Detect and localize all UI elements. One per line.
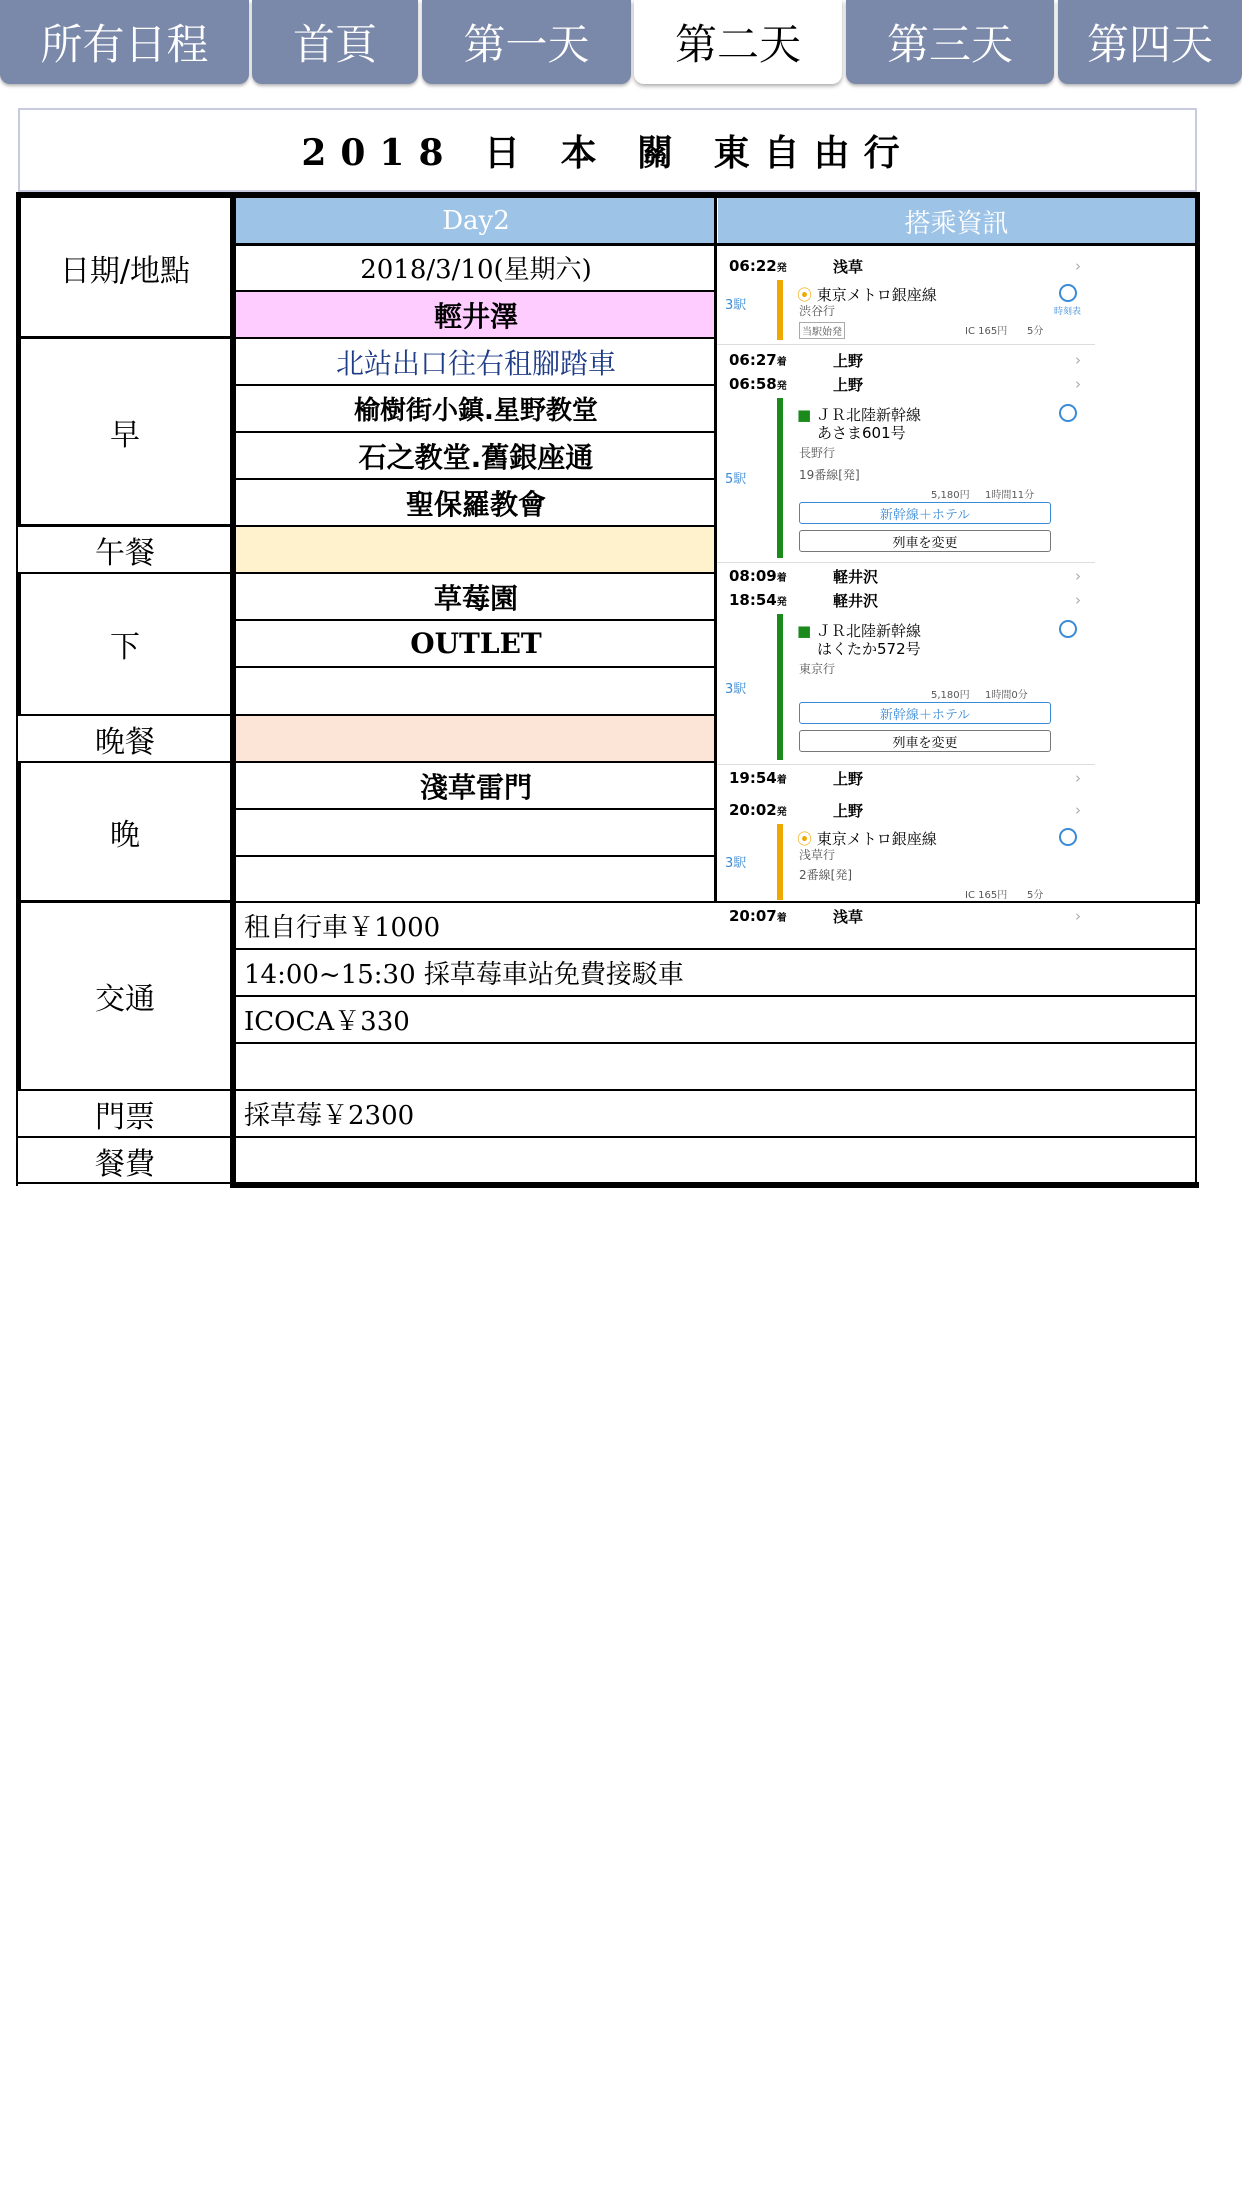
tab-label: 第四天 <box>1086 20 1213 69</box>
meal-label: 餐費 <box>95 1146 155 1182</box>
route-segment: 3駅 ⦿ 東京メトロ銀座線 浅草行 2番線[発] IC 165円 5分 <box>717 824 1095 900</box>
transport-item-2: 14:00~15:30 採草莓車站免費接駁車 <box>244 960 684 990</box>
day-tab-bar <box>0 0 1242 86</box>
change-train-button: 列車を変更 <box>799 530 1051 552</box>
transport-item-1: 租自行車￥1000 <box>244 913 441 943</box>
date-place-label: 日期/地點 <box>59 254 191 289</box>
tab-day4[interactable] <box>1058 0 1242 84</box>
tab-label: 第一天 <box>463 20 590 69</box>
morning-item-2: 榆樹街小鎮.星野教堂 <box>354 396 598 426</box>
route-stop-row: 18:54発 軽井沢 › <box>729 591 1081 610</box>
sheet-title: 2018 日 本 關 東自由行 <box>18 108 1197 192</box>
change-train-button: 列車を変更 <box>799 730 1051 752</box>
route-segment: 5駅 ■ ＪＲ北陸新幹線 あさま601号 長野行 19番線[発] 5,180円 1時間11分 新幹線＋ホテル 列車を変更 <box>717 398 1095 558</box>
morning-item-3: 石之教堂.舊銀座通 <box>358 440 594 474</box>
evening-item-2 <box>236 809 716 856</box>
route-stop-row: 19:54着 上野 › <box>729 769 1081 788</box>
afternoon-item-3 <box>236 667 716 715</box>
lunch-label: 午餐 <box>95 535 155 571</box>
ticket-label: 門票 <box>95 1099 155 1135</box>
route-segment: 3駅 ■ ＪＲ北陸新幹線 はくたか572号 東京行 5,180円 1時間0分 新幹線＋ホテル 列車を変更 <box>717 614 1095 760</box>
tab-day3[interactable] <box>846 0 1054 84</box>
clock-icon <box>1059 404 1077 422</box>
tab-label: 第三天 <box>886 20 1013 69</box>
route-stop-row: 06:27着 上野 › <box>729 351 1081 370</box>
tab-day2[interactable] <box>634 0 842 84</box>
day-header: Day2 <box>236 198 716 244</box>
route-stop-row: 06:58発 上野 › <box>729 375 1081 394</box>
evening-item-3 <box>236 856 716 902</box>
tab-label: 所有日程 <box>40 20 209 69</box>
lunch-cell <box>236 526 716 573</box>
route-segment: 3駅 ⦿ 東京メトロ銀座線 渋谷行 当駅始発 IC 165円 5分 時刻表 <box>717 280 1095 340</box>
clock-icon <box>1059 284 1077 302</box>
evening-label: 晚 <box>110 818 140 853</box>
route-stop-row: 06:22発 浅草 › <box>729 257 1081 276</box>
clock-icon <box>1059 828 1077 846</box>
clock-icon <box>1059 620 1077 638</box>
shinkansen-hotel-button: 新幹線＋ホテル <box>799 502 1051 524</box>
evening-item-1: 淺草雷門 <box>419 770 532 804</box>
dinner-label: 晚餐 <box>95 724 155 760</box>
tab-day1[interactable] <box>422 0 631 84</box>
route-stop-row: 08:09着 軽井沢 › <box>729 567 1081 586</box>
transit-header: 搭乘資訊 <box>718 198 1195 244</box>
route-stop-row: 20:02発 上野 › <box>729 801 1081 820</box>
afternoon-item-1: 草莓園 <box>433 581 518 615</box>
transit-route-image <box>717 248 1095 900</box>
tab-all-schedule[interactable] <box>0 0 249 84</box>
tab-home[interactable] <box>252 0 418 84</box>
date-cell: 2018/3/10(星期六) <box>360 255 592 285</box>
tab-label: 首頁 <box>292 20 377 69</box>
ticket-cell: 採草莓￥2300 <box>244 1101 415 1131</box>
place-cell: 輕井澤 <box>236 291 716 338</box>
transport-label: 交通 <box>95 982 155 1017</box>
shinkansen-hotel-button: 新幹線＋ホテル <box>799 702 1051 724</box>
morning-label: 早 <box>110 418 140 453</box>
route-stop-row: 20:07着 浅草 › <box>729 907 1081 926</box>
afternoon-label: 下 <box>110 630 140 665</box>
transport-item-4 <box>236 1043 1196 1090</box>
morning-item-1: 北站出口往右租腳踏車 <box>335 346 616 380</box>
tab-label: 第二天 <box>674 20 801 69</box>
afternoon-item-2: OUTLET <box>410 627 542 660</box>
dinner-cell <box>236 715 716 762</box>
meal-cell <box>236 1137 1196 1184</box>
transport-item-3: ICOCA￥330 <box>244 1007 410 1037</box>
morning-item-4: 聖保羅教會 <box>405 487 546 521</box>
